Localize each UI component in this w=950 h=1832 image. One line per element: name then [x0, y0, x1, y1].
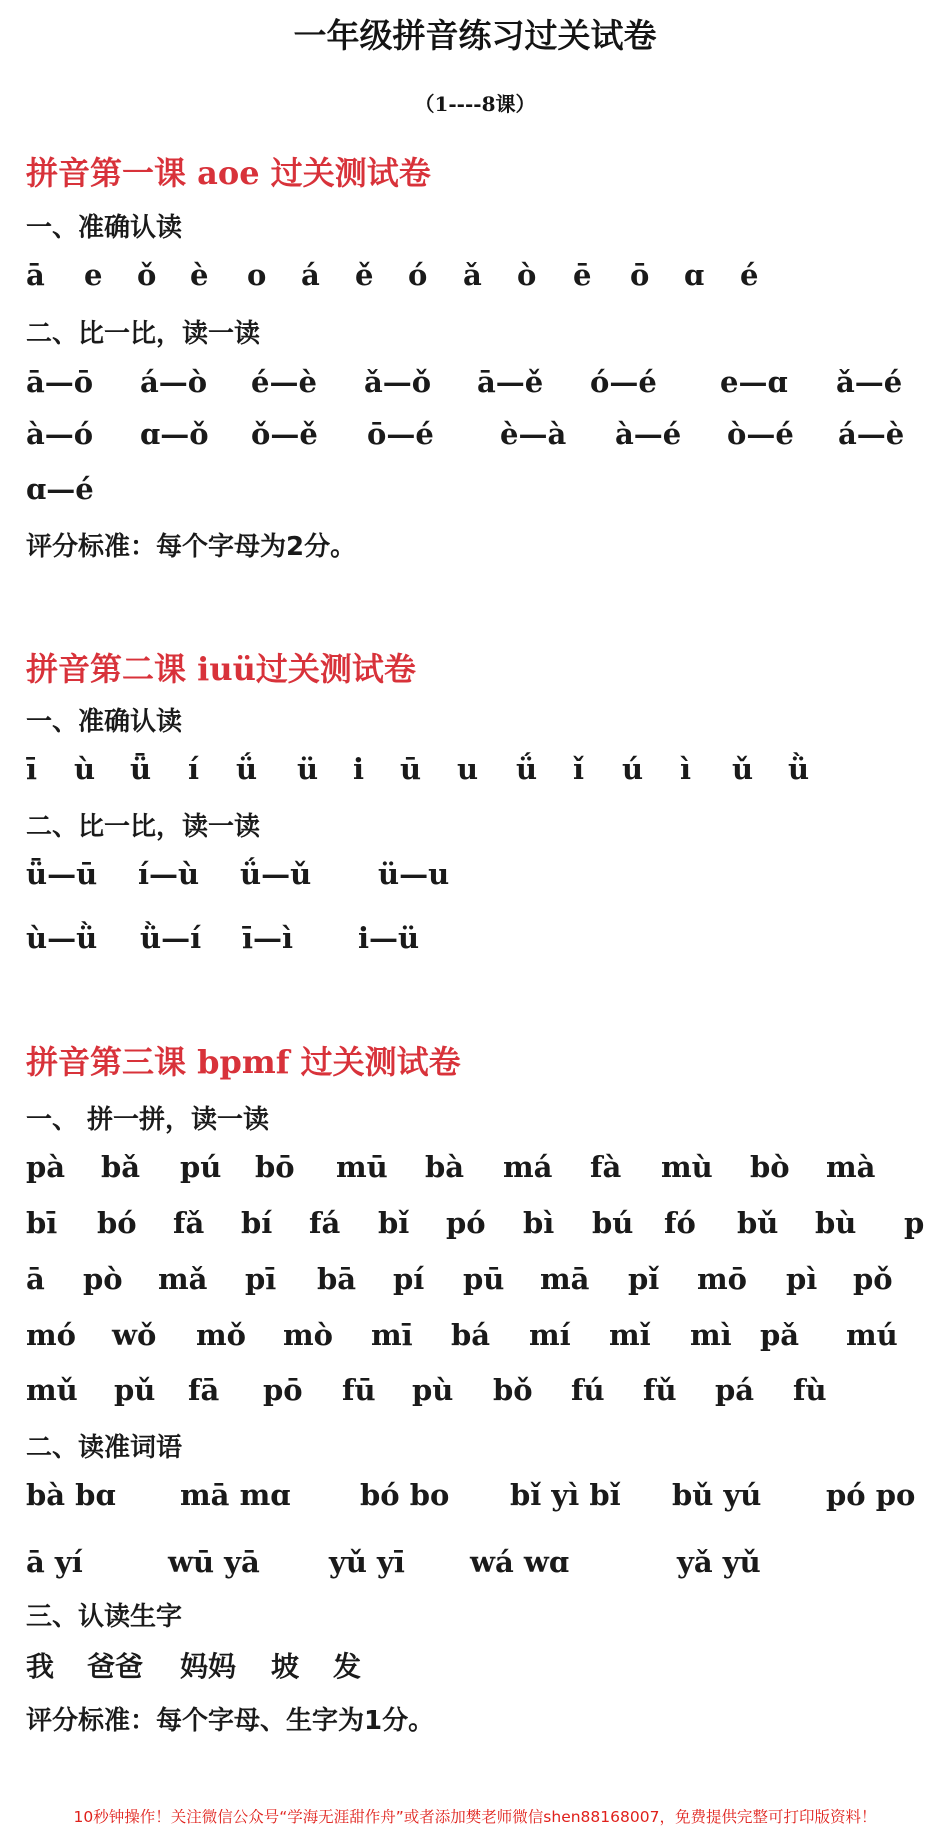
pinyin-syllable: pǎ [760, 1318, 800, 1352]
pinyin-syllable: bǔ [737, 1206, 779, 1240]
pinyin-item: é [740, 258, 759, 292]
lesson1-score: 评分标准：每个字母为2分。 [26, 532, 357, 562]
lesson3-score: 评分标准：每个字母、生字为1分。 [26, 1706, 435, 1736]
pinyin-pair: ǎ—é [836, 365, 903, 399]
pinyin-pair: ɑ—ǒ [140, 417, 209, 451]
pinyin-word: bǔ yú [672, 1478, 762, 1512]
pinyin-item: í [188, 752, 200, 786]
hanzi-item: 我 [26, 1650, 55, 1683]
pinyin-syllable: má [503, 1150, 553, 1184]
pinyin-syllable: fà [590, 1150, 622, 1184]
pinyin-syllable: bà [425, 1150, 465, 1184]
pinyin-item: ā [26, 258, 45, 292]
lesson1-part2-title: 二、比一比，读一读 [26, 319, 261, 349]
lesson1-part1-title: 一、准确认读 [26, 213, 183, 243]
lesson2-heading-suffix: 过关测试卷 [255, 650, 416, 688]
pinyin-pair: à—ó [26, 417, 94, 451]
pinyin-item: ú [622, 752, 644, 786]
pinyin-item: ǖ [130, 752, 152, 786]
pinyin-syllable: mǎ [158, 1262, 208, 1296]
pinyin-pair: ǖ—ū [26, 857, 98, 891]
pinyin-syllable: bí [241, 1206, 273, 1240]
pinyin-pair: e—ɑ [720, 365, 788, 399]
pinyin-syllable: bò [750, 1150, 790, 1184]
pinyin-syllable: mō [697, 1262, 748, 1296]
pinyin-item: ü [297, 752, 319, 786]
pinyin-item: ē [573, 258, 592, 292]
pinyin-item: o [247, 258, 267, 292]
pinyin-syllable: mó [26, 1318, 77, 1352]
pinyin-syllable: fū [342, 1373, 376, 1407]
pinyin-syllable: fǔ [643, 1373, 677, 1407]
lesson1-heading-prefix: 拼音第一课 [26, 154, 198, 192]
pinyin-item: ò [517, 258, 537, 292]
pinyin-syllable: mā [540, 1262, 590, 1296]
pinyin-syllable: mà [826, 1150, 876, 1184]
pinyin-syllable: fú [571, 1373, 605, 1407]
pinyin-syllable: fā [188, 1373, 220, 1407]
pinyin-syllable: bì [523, 1206, 555, 1240]
pinyin-syllable: bā [317, 1262, 357, 1296]
pinyin-syllable: mù [661, 1150, 713, 1184]
pinyin-syllable: bá [451, 1318, 491, 1352]
pinyin-item: ǔ [732, 752, 754, 786]
pinyin-item: ù [74, 752, 96, 786]
pinyin-item: ǐ [573, 752, 585, 786]
pinyin-syllable: pá [715, 1373, 755, 1407]
pinyin-syllable: pà [26, 1150, 66, 1184]
pinyin-syllable: bó [97, 1206, 137, 1240]
pinyin-syllable: mǐ [609, 1318, 651, 1352]
pinyin-item: u [457, 752, 479, 786]
pinyin-syllable: bǒ [493, 1373, 533, 1407]
pinyin-syllable: mì [690, 1318, 732, 1352]
pinyin-syllable: pù [412, 1373, 454, 1407]
pinyin-item: ǎ [463, 258, 482, 292]
pinyin-pair: á—ò [140, 365, 208, 399]
pinyin-pair: ā—ō [26, 365, 94, 399]
pinyin-syllable: wǒ [112, 1318, 157, 1352]
pinyin-syllable: pí [393, 1262, 425, 1296]
pinyin-item: ì [680, 752, 692, 786]
pinyin-pair: ɑ—é [26, 472, 94, 506]
pinyin-syllable: bō [255, 1150, 295, 1184]
footer-promo-text: 10秒钟操作！关注微信公众号“学海无涯甜作舟”或者添加樊老师微信shen88168007，免费提供完整可打印版资料！ [73, 1808, 877, 1826]
lesson1-heading-suffix: 过关测试卷 [259, 154, 431, 192]
lesson1-heading [26, 148, 431, 194]
pinyin-syllable: fá [309, 1206, 341, 1240]
hanzi-item: 爸爸 [87, 1650, 144, 1683]
pinyin-pair: ī—ì [242, 921, 294, 955]
pinyin-syllable: pú [180, 1150, 222, 1184]
pinyin-syllable: pǔ [114, 1373, 156, 1407]
pinyin-word: wá wɑ [470, 1545, 570, 1579]
pinyin-item: ī [26, 752, 38, 786]
lesson2-heading [26, 644, 416, 690]
pinyin-pair: ǒ—ě [251, 417, 318, 451]
pinyin-syllable: bù [815, 1206, 857, 1240]
pinyin-pair: ā—ě [477, 365, 544, 399]
pinyin-syllable: pō [263, 1373, 303, 1407]
hanzi-item: 坡 [271, 1650, 300, 1683]
pinyin-item: ɑ [684, 258, 705, 292]
pinyin-syllable: bī [26, 1206, 58, 1240]
pinyin-syllable: mū [336, 1150, 388, 1184]
pinyin-pair: ù—ǜ [26, 921, 98, 955]
pinyin-syllable: pū [463, 1262, 505, 1296]
pinyin-syllable: bǐ [378, 1206, 410, 1240]
pinyin-item: ǜ [788, 752, 810, 786]
lesson2-heading-prefix: 拼音第二课 [26, 650, 198, 688]
page-title: 一年级拼音练习过关试卷 [293, 16, 657, 55]
pinyin-word: yǔ yī [329, 1545, 405, 1579]
pinyin-item: ǒ [137, 258, 157, 292]
pinyin-item: è [190, 258, 209, 292]
lesson3-heading-suffix: 过关测试卷 [289, 1043, 461, 1081]
lesson3-heading-prefix: 拼音第三课 [26, 1043, 198, 1081]
pinyin-item: ó [408, 258, 428, 292]
hanzi-item: 妈妈 [180, 1650, 237, 1683]
pinyin-pair: à—é [615, 417, 682, 451]
pinyin-item: i [353, 752, 365, 786]
pinyin-syllable: mò [283, 1318, 334, 1352]
pinyin-syllable: bǎ [101, 1150, 141, 1184]
pinyin-syllable: mí [529, 1318, 571, 1352]
pinyin-syllable: mǒ [196, 1318, 247, 1352]
pinyin-pair: é—è [251, 365, 317, 399]
pinyin-word: wū yā [168, 1545, 260, 1579]
pinyin-item: ě [355, 258, 374, 292]
pinyin-syllable: fù [793, 1373, 827, 1407]
pinyin-pair: á—è [838, 417, 905, 451]
pinyin-syllable: mú [846, 1318, 898, 1352]
pinyin-pair: ó—é [590, 365, 657, 399]
pinyin-syllable: pó [446, 1206, 486, 1240]
pinyin-pair: ǜ—í [140, 921, 202, 955]
lesson2-part1-title: 一、准确认读 [26, 707, 183, 737]
pinyin-word: mā mɑ [180, 1478, 291, 1512]
pinyin-pair: è—à [500, 417, 567, 451]
pinyin-syllable: mǔ [26, 1373, 78, 1407]
pinyin-word: bà bɑ [26, 1478, 116, 1512]
pinyin-item: ǘ [236, 752, 258, 786]
pinyin-pair: ō—é [367, 417, 434, 451]
pinyin-syllable: p [904, 1206, 925, 1240]
pinyin-item: e [84, 258, 103, 292]
pinyin-pair: ò—é [727, 417, 794, 451]
pinyin-syllable: pǐ [628, 1262, 660, 1296]
pinyin-syllable: fǎ [173, 1206, 205, 1240]
pinyin-syllable: ā [26, 1262, 45, 1296]
pinyin-syllable: pī [245, 1262, 277, 1296]
pinyin-pair: ǎ—ǒ [364, 365, 432, 399]
hanzi-item: 发 [333, 1650, 362, 1683]
lesson3-heading [26, 1037, 461, 1083]
pinyin-syllable: mī [371, 1318, 413, 1352]
pinyin-pair: ü—u [378, 857, 450, 891]
pinyin-syllable: bú [592, 1206, 634, 1240]
pinyin-pair: i—ü [358, 921, 420, 955]
pinyin-word: ā yí [26, 1545, 83, 1579]
lesson3-heading-letters: bpmf [197, 1043, 290, 1081]
lesson2-part2-title: 二、比一比，读一读 [26, 812, 261, 842]
lesson3-part2-title: 二、读准词语 [26, 1433, 183, 1463]
pinyin-word: bǐ yì bǐ [510, 1478, 621, 1512]
pinyin-syllable: fó [664, 1206, 696, 1240]
pinyin-item: ō [630, 258, 650, 292]
lesson2-heading-letters: iuü [197, 650, 256, 688]
pinyin-item: á [301, 258, 320, 292]
pinyin-item: ū [400, 752, 422, 786]
pinyin-word: pó po [826, 1478, 916, 1512]
lesson1-heading-letters: aoe [197, 154, 260, 192]
pinyin-pair: ǘ—ǔ [240, 857, 312, 891]
lesson3-part1-title: 一、 拼一拼，读一读 [26, 1105, 270, 1135]
lesson3-part3-title: 三、认读生字 [26, 1602, 183, 1632]
pinyin-syllable: pǒ [853, 1262, 893, 1296]
page-subtitle: （1----8课） [414, 92, 536, 116]
pinyin-syllable: pò [83, 1262, 123, 1296]
pinyin-item: ǘ [516, 752, 538, 786]
pinyin-word: yǎ yǔ [677, 1545, 761, 1579]
pinyin-word: bó bo [360, 1478, 450, 1512]
pinyin-pair: í—ù [138, 857, 200, 891]
pinyin-syllable: pì [786, 1262, 818, 1296]
